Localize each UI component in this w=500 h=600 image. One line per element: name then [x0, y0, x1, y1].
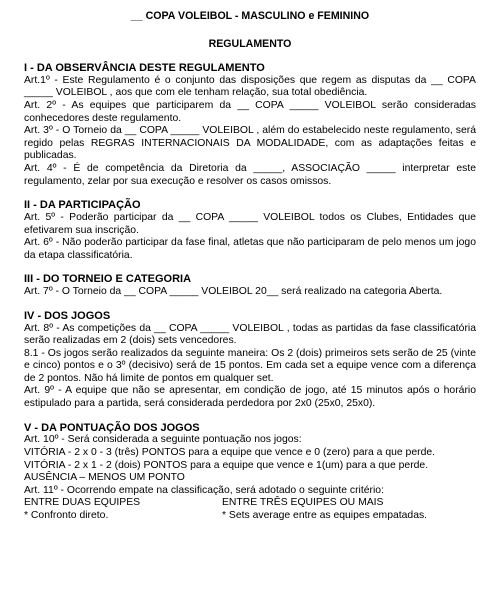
article-9: Art. 9º - A equipe que não se apresentar, em condição de jogo, até 15 minutos após o horário estipulado para a partida, será considerada perdedora por 2x0 (25x0, 25x0). — [24, 385, 476, 410]
section-observancia — [24, 62, 476, 188]
criteria-item: * Sets average entre as equipes empatadas. — [222, 510, 428, 522]
criteria-two-teams — [24, 497, 222, 522]
section-participacao — [24, 199, 476, 262]
document-title: __ COPA VOLEIBOL - MASCULINO e FEMININO — [130, 10, 370, 22]
section-pontuacao — [24, 422, 476, 523]
scoring-rule: VITÓRIA - 2 x 0 - 3 (três) PONTOS para a equipe que vence e 0 (zero) para a que perde. — [24, 447, 436, 459]
article-2: Art. 2º - As equipes que participarem da __ COPA _____ VOLEIBOL serão consideradas conhecedores deste regulamento. — [24, 99, 476, 124]
section-heading: II - DA PARTICIPAÇÃO — [24, 199, 141, 212]
section-heading: V - DA PONTUAÇÃO DOS JOGOS — [24, 421, 200, 434]
article-1: Art.1º - Este Regulamento é o conjunto das disposições que regem as disputas da __ COPA _____ VOLEIBOL , aos que com ele tenham relação, sua total obediência. — [24, 74, 476, 99]
document-subtitle: REGULAMENTO — [208, 38, 292, 50]
criteria-item: * Confronto direto. — [24, 510, 109, 522]
scoring-rule: AUSÊNCIA – MENOS UM PONTO — [24, 472, 185, 484]
article-5: Art. 5º - Poderão participar da __ COPA _____ VOLEIBOL todos os Clubes, Entidades que efetivarem sua inscrição. — [24, 211, 476, 236]
section-heading: IV - DOS JOGOS — [24, 309, 111, 322]
section-heading: I - DA OBSERVÂNCIA DESTE REGULAMENTO — [24, 62, 265, 74]
section-torneio-categoria — [24, 273, 476, 298]
article-7: Art. 7º - O Torneio da __ COPA _____ VOLEIBOL 20__ será realizado na categoria Aberta. — [24, 286, 443, 298]
criteria-heading: ENTRE DUAS EQUIPES — [24, 497, 141, 509]
article-4: Art. 4º - É de competência da Diretoria da _____, ASSOCIAÇÃO _____ interpretar este regulamento, zelar por sua execução e resolver os casos omissos. — [24, 162, 476, 187]
section-jogos — [24, 310, 476, 411]
criteria-heading: ENTRE TRÊS EQUIPES OU MAIS — [222, 497, 384, 509]
section-heading: III - DO TORNEIO E CATEGORIA — [24, 273, 192, 286]
article-10: Art. 10º - Será considerada a seguinte pontuação nos jogos: — [24, 434, 302, 446]
article-6: Art. 6º - Não poderão participar da fase final, atletas que não participaram de pelo menos um jogo da etapa classificatória. — [24, 237, 476, 261]
article-8: Art. 8º - As competições da __ COPA _____ VOLEIBOL , todas as partidas da fase classificatória serão realizadas em 2 (dois) sets vencedores. — [24, 322, 476, 347]
article-11: Art. 11º - Ocorrendo empate na classificação, será adotado o seguinte critério: — [24, 484, 384, 496]
scoring-rule: VITÓRIA - 2 x 1 - 2 (dois) PONTOS para a equipe que vence e 1(um) para a que perde. — [24, 459, 429, 471]
document-body — [24, 62, 476, 523]
criteria-three-plus-teams — [222, 497, 476, 522]
article-3: Art. 3º - O Torneio da __ COPA _____ VOLEIBOL , além do estabelecido neste regulamento, será regido pelas REGRAS INTERNACIONAIS DA MODALIDADE, com as adaptações feitas e publicadas. — [24, 125, 476, 162]
tiebreak-criteria — [24, 497, 476, 522]
article-8-1: 8.1 - Os jogos serão realizados da seguinte maneira: Os 2 (dois) primeiros sets serão de 25 (vinte e cinco) pontos e o 3º (decisivo) será de 15 pontos. Em cada set a equipe vence com a diferença de 2 pontos. Não há limite de pontos em qualquer set. — [24, 347, 476, 384]
